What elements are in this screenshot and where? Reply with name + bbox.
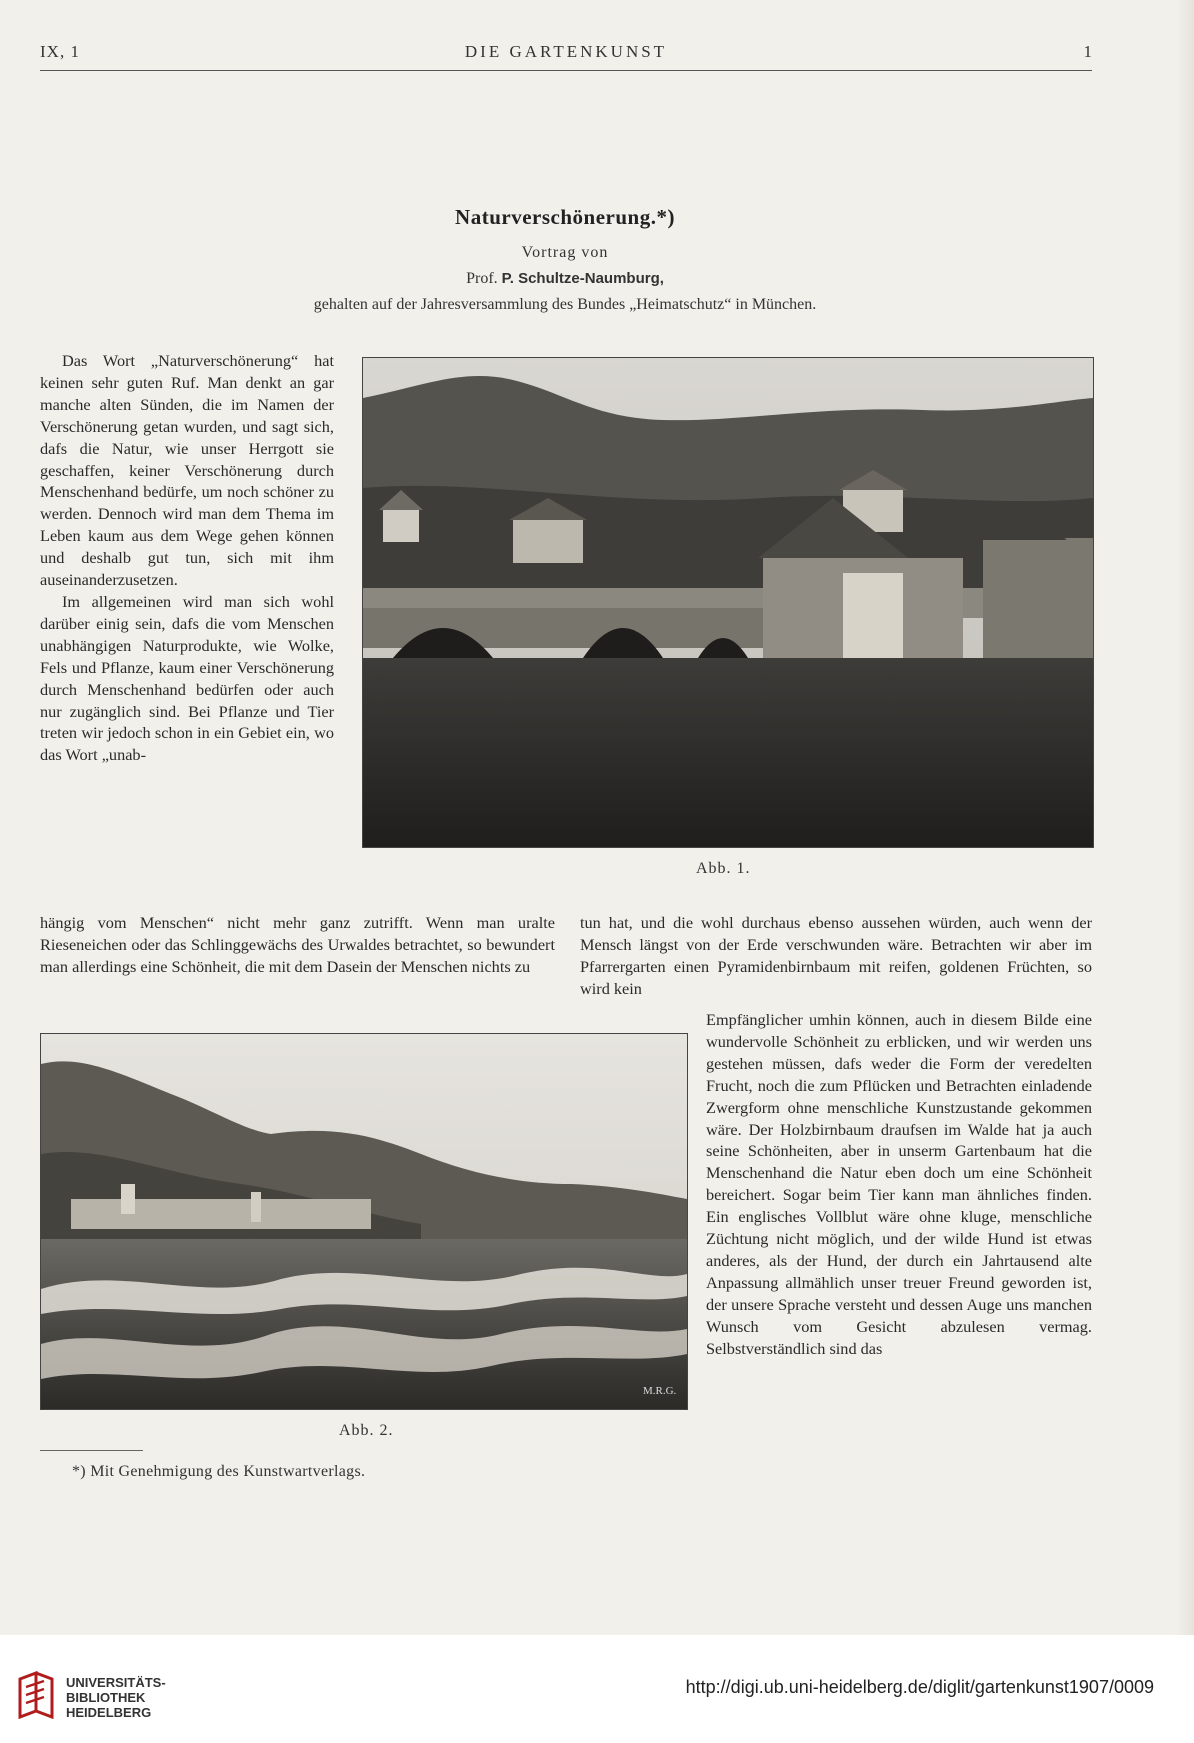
photographer-signature: M.R.G.: [643, 1385, 677, 1397]
author-prefix: Prof.: [466, 270, 502, 287]
venue-line: gehalten auf der Jahresversammlung des Bundes „Heimatschutz“ in München.: [313, 296, 817, 313]
article-title: Naturverschönerung.*): [455, 205, 675, 229]
library-logo[interactable]: [14, 1671, 58, 1724]
permalink-url[interactable]: http://digi.ub.uni-heidelberg.de/diglit/gartenkunst1907/0009: [685, 1677, 1154, 1697]
paragraph-4: tun hat, und die wohl durchaus ebenso aussehen würden, auch wenn der Mensch längst von der Erde verschwunden wäre. Betrachten wir aber im Pfarrergarten einen Pyramidenbirnbaum mit reifen, goldenen Früchten, so wird kein: [580, 913, 1092, 998]
figure-1-photo: [362, 357, 1094, 848]
paragraph-5: Empfänglicher umhin können, auch in diesem Bilde eine wundervolle Schönheit zu erblicken, und wir werden uns gestehen müssen, dafs weder die Form der veredelten Frucht, noch die zum Pflücken und Betrachten einladende Zwergform ohne menschliche Kunstzustande gekommen wäre. Der Holzbirnbaum draufsen im Walde hat ja auch seine Schönheiten, aber in unserm Gartenbaum hat die Menschenhand die Natur eben doch um eine Schönheit bereichert. Sogar beim Tier kann man ähnliches finden. Ein englisches Vollblut wäre ohne kluge, menschliche Züchtung nicht möglich, und der wilde Hund ist etwas anderes, als der Hund, der durch ein Jahrtausend alte Anpassung allmählich unser treuer Freund geworden ist, der unsere Sprache versteht und dessen Auge uns manchen Wunsch vom Gesicht abzulesen vermag. Selbstverständlich sind das: [706, 1010, 1092, 1358]
byline-intro: Vortrag von: [521, 244, 609, 261]
figure-2-photo: [40, 1033, 688, 1410]
page-number: 1: [1083, 42, 1092, 61]
paragraph-2: Im allgemeinen wird man sich wohl darüber einig sein, dafs die vom Menschen unabhängigen Naturprodukte, wie Wolke, Fels und Pflanze, kaum einer Verschönerung durch Menschenhand bedürfen oder auch nur zugänglich sind. Bei Pflanze und Tier treten wir jedoch schon in ein Gebiet ein, wo das Wort „unab-: [40, 591, 334, 765]
text-column-left-mid: [40, 912, 555, 978]
figure-1-caption: Abb. 1.: [696, 860, 751, 877]
digitization-footer: [0, 1635, 1194, 1743]
volume-number: IX, 1: [40, 42, 80, 61]
library-name: [66, 1675, 166, 1720]
footnote-rule: [40, 1450, 143, 1451]
journal-title: DIE GARTENKUNST: [464, 42, 668, 61]
library-name-line-1: UNIVERSITÄTS-: [66, 1675, 166, 1690]
bridge-town-illustration: [363, 358, 1093, 847]
library-name-line-2: BIBLIOTHEK: [66, 1690, 146, 1705]
author-line: [0, 270, 1130, 288]
text-column-left-top: [40, 350, 334, 766]
page-edge-shadow: [1176, 0, 1194, 1635]
text-column-right-mid: [580, 912, 1092, 1000]
running-header: [40, 38, 1092, 71]
library-logo-icon: [14, 1671, 58, 1719]
footnote: *) Mit Genehmigung des Kunstwartverlags.: [72, 1463, 366, 1480]
article-title-block: [0, 205, 1130, 314]
author-name: P. Schultze-Naumburg,: [501, 270, 664, 287]
text-column-right-bottom: [706, 1009, 1092, 1360]
paragraph-1: Das Wort „Naturverschönerung“ hat keinen sehr guten Ruf. Man denkt an gar manche alten Sünden, die im Namen der Verschönerung getan wurden, und sagt sich, dafs die Natur, wie unser Herrgott sie geschaffen, keiner Verschönerung durch Menschenhand bedürfe, um noch schöner zu werden. Dennoch wird man dem Thema im Leben kaum aus dem Wege gehen können und deshalb gut tun, sich mit ihm auseinanderzusetzen.: [40, 351, 334, 590]
library-name-line-3: HEIDELBERG: [66, 1705, 152, 1720]
paragraph-3: hängig vom Menschen“ nicht mehr ganz zutrifft. Wenn man uralte Rieseneichen oder das Schlinggewächs des Urwaldes betrachtet, so bewundert man allerdings eine Schönheit, die mit dem Dasein der Menschen nichts zu: [40, 913, 555, 976]
figure-2-caption: Abb. 2.: [339, 1422, 394, 1439]
lakeside-waves-illustration: [41, 1034, 687, 1409]
